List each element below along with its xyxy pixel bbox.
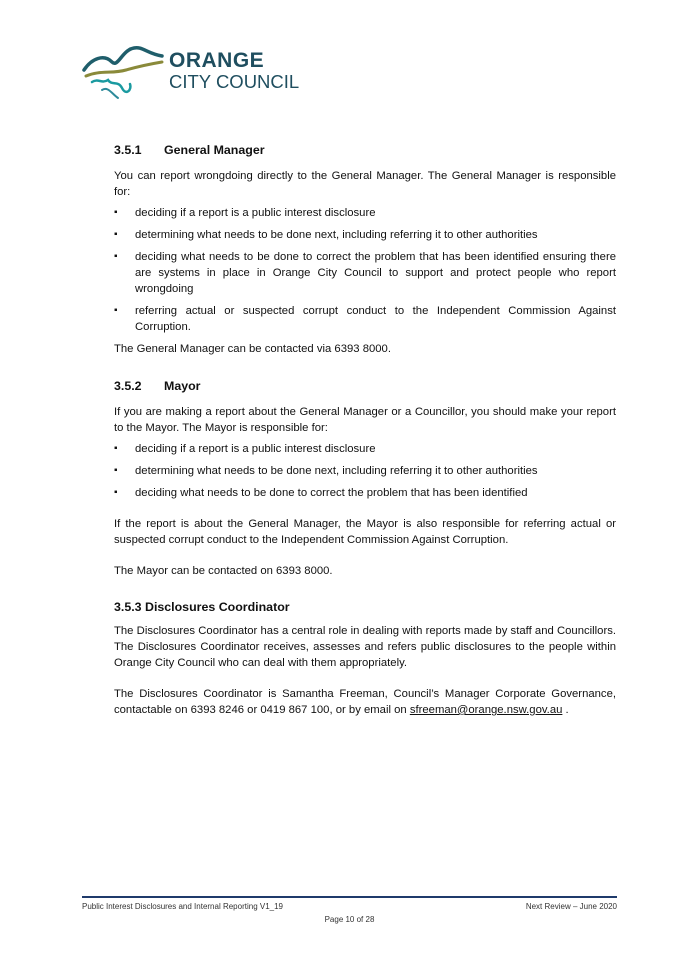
- email-link[interactable]: sfreeman@orange.nsw.gov.au: [409, 704, 563, 716]
- section-number: 3.5.1: [114, 143, 142, 157]
- mayor-intro: If you are making a report about the General Manager or a Councillor, you should make your report to the Mayor. The Mayor is responsible for:: [114, 406, 616, 434]
- list-item: ▪ determining what needs to be done next, including referring it to other authorities: [114, 227, 616, 243]
- page-footer: [82, 896, 617, 924]
- section-title: General Manager: [164, 143, 265, 157]
- logo-wordmark: [169, 50, 299, 92]
- list-item: ▪ referring actual or suspected corrupt conduct to the Independent Commission Against Corruption.: [114, 303, 616, 335]
- mayor-paragraph: If the report is about the General Manager, the Mayor is also responsible for referring actual or suspected corrupt conduct to the Independent Commission Against Corruption.: [114, 518, 616, 546]
- coordinator-contact-end: .: [562, 704, 569, 716]
- section-heading-3-5-1: [114, 141, 616, 159]
- mayor-contact: The Mayor can be contacted on 6393 8000.: [114, 565, 333, 577]
- gm-intro: You can report wrongdoing directly to the General Manager. The General Manager is responsible for:: [114, 170, 616, 198]
- footer-row: [82, 902, 617, 911]
- coordinator-paragraph: The Disclosures Coordinator has a central role in dealing with reports made by staff and Councillors. The Disclosures Coordinator receives, assesses and refers public disclosures to the people within Orange City Council who can deal with them appropriately.: [114, 625, 616, 669]
- logo-line1: ORANGE: [169, 49, 265, 72]
- list-item: ▪ deciding if a report is a public interest disclosure: [114, 441, 616, 457]
- list-item: ▪ deciding if a report is a public interest disclosure: [114, 205, 616, 221]
- list-item: ▪ deciding what needs to be done to correct the problem that has been identified: [114, 485, 616, 501]
- logo-hills-icon: [82, 40, 164, 104]
- section-number: 3.5.2: [114, 379, 142, 393]
- page-number: Page 10 of 28: [324, 915, 375, 924]
- section-heading-3-5-2: [114, 377, 616, 395]
- coordinator-contact-text: The Disclosures Coordinator is Samantha Freeman, Council’s Manager Corporate Governance, contactable on 6393 8246 or 0419 867 100, or by email on: [114, 688, 616, 716]
- council-logo: [82, 40, 342, 104]
- document-body: [114, 141, 616, 718]
- section-title: Mayor: [164, 379, 201, 393]
- footer-document-title: Public Interest Disclosures and Internal Reporting V1_19: [82, 902, 283, 911]
- gm-responsibilities-list: [114, 205, 616, 335]
- list-item: ▪ determining what needs to be done next, including referring it to other authorities: [114, 463, 616, 479]
- gm-contact: The General Manager can be contacted via 6393 8000.: [114, 343, 391, 355]
- mayor-responsibilities-list: [114, 441, 616, 501]
- list-item: ▪ deciding what needs to be done to correct the problem that has been identified ensuring there are systems in place in Orange City Council to support and protect people who report wrongdoing: [114, 249, 616, 297]
- coordinator-contact: [114, 686, 616, 718]
- footer-rule: [82, 896, 617, 898]
- footer-next-review: Next Review – June 2020: [525, 902, 617, 911]
- section-heading-3-5-3: 3.5.3 Disclosures Coordinator: [114, 600, 290, 614]
- logo-line2: CITY COUNCIL: [169, 71, 300, 92]
